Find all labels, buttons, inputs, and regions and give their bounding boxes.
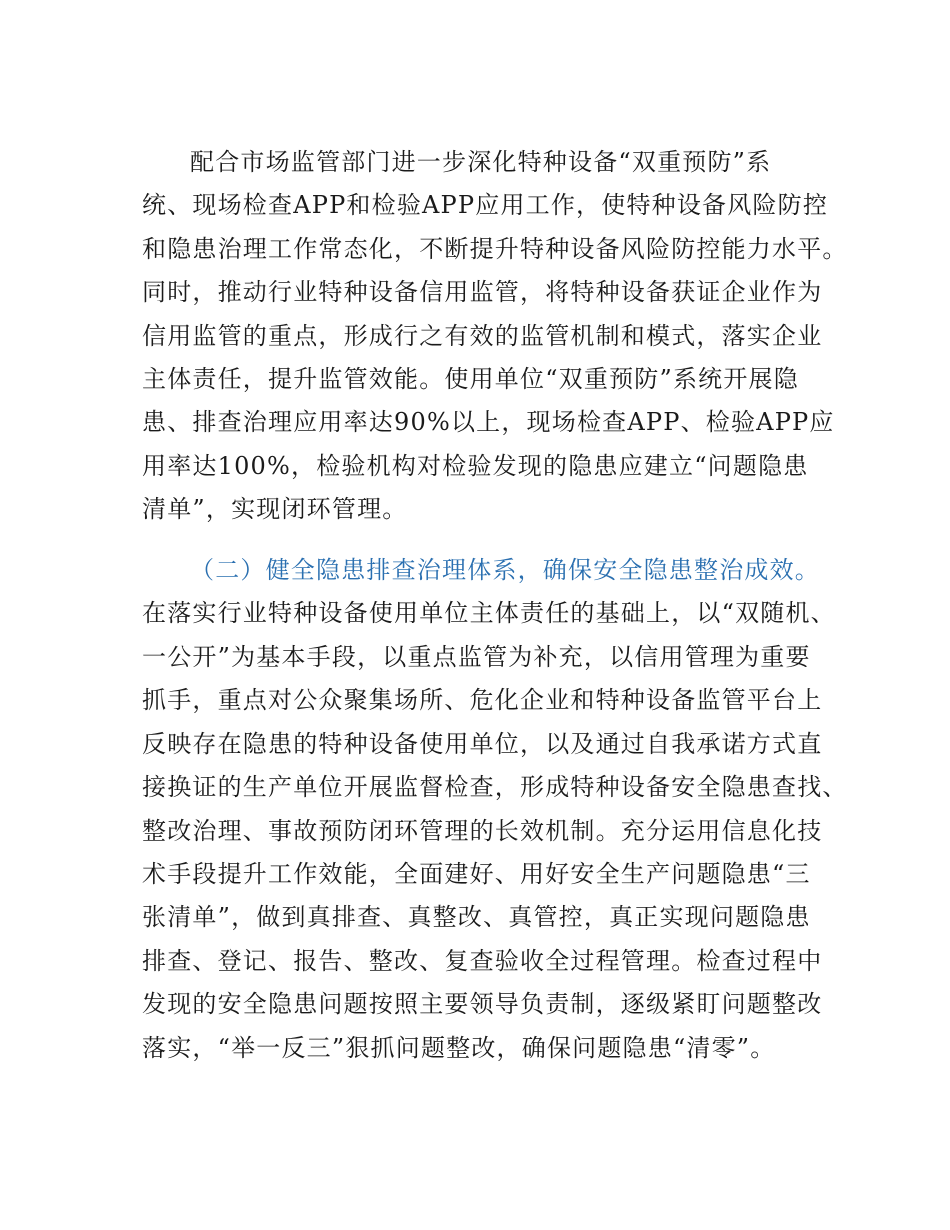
section-heading: （二）健全隐患排查治理体系，确保安全隐患整治成效。: [190, 556, 820, 584]
paragraph-line: 抓手，重点对公众聚集场所、危化企业和特种设备监管平台上: [142, 686, 823, 714]
paragraph-line: 张清单”，做到真排查、真整改、真管控，真正实现问题隐患: [142, 903, 811, 931]
paragraph-line: 排查、登记、报告、整改、复查验收全过程管理。检查过程中: [142, 947, 823, 975]
paragraph-line: 患、排查治理应用率达90%以上，现场检查APP、检验APP应: [142, 408, 835, 436]
paragraph-line: 在落实行业特种设备使用单位主体责任的基础上，以“双随机、: [142, 599, 836, 627]
paragraph-line: 清单”，实现闭环管理。: [142, 495, 408, 523]
paragraph-line: 整改治理、事故预防闭环管理的长效机制。充分运用信息化技: [142, 817, 823, 845]
paragraph-line: 一公开”为基本手段，以重点监管为补充，以信用管理为重要: [142, 643, 811, 671]
paragraph-line: 用率达100%，检验机构对检验发现的隐患应建立“问题隐患: [142, 452, 809, 480]
paragraph-line: 信用监管的重点，形成行之有效的监管机制和模式，落实企业: [142, 322, 823, 350]
paragraph-line: 统、现场检查APP和检验APP应用工作，使特种设备风险防控: [142, 191, 829, 219]
paragraph-line: 和隐患治理工作常态化，不断提升特种设备风险防控能力水平。: [142, 235, 848, 263]
paragraph-line: 术手段提升工作效能，全面建好、用好安全生产问题隐患“三: [142, 860, 811, 888]
paragraph-line: 配合市场监管部门进一步深化特种设备“双重预防”系: [190, 148, 772, 176]
paragraph-line: 发现的安全隐患问题按照主要领导负责制，逐级紧盯问题整改: [142, 990, 823, 1018]
paragraph-line: 落实，“举一反三”狠抓问题整改，确保问题隐患“清零”。: [142, 1034, 776, 1062]
paragraph-line: 同时，推动行业特种设备信用监管，将特种设备获证企业作为: [142, 278, 823, 306]
paragraph-line: 反映存在隐患的特种设备使用单位，以及通过自我承诺方式直: [142, 730, 823, 758]
paragraph-line: 接换证的生产单位开展监督检查，形成特种设备安全隐患查找、: [142, 773, 848, 801]
paragraph-line: 主体责任，提升监管效能。使用单位“双重预防”系统开展隐: [142, 365, 799, 393]
